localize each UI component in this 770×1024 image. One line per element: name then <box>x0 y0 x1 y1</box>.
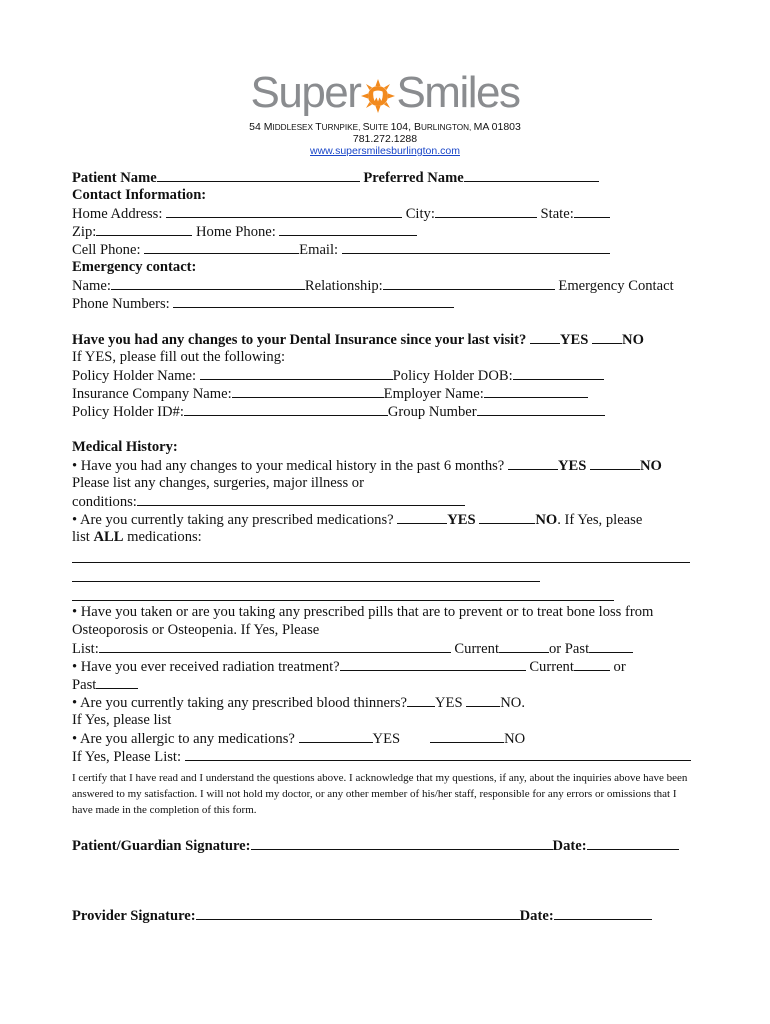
medical-history-heading: Medical History: <box>72 439 178 455</box>
medical-q1-yes-blank[interactable] <box>508 456 558 470</box>
medical-q1-list-a: Please list any changes, surgeries, major illness or <box>72 475 364 491</box>
practice-website-link[interactable]: www.supersmilesburlington.com <box>310 145 460 157</box>
cell-phone-field[interactable] <box>144 240 299 254</box>
policy-holder-id-field[interactable] <box>184 402 388 416</box>
practice-address: 54 MIDDLESEX TURNPIKE, SUITE 104, BURLINGTON, MA 01803 <box>249 121 521 133</box>
allergy-yes-blank[interactable] <box>299 729 373 743</box>
home-address-field[interactable] <box>166 204 402 218</box>
medical-q1-list-row: conditions: <box>72 492 702 510</box>
emergency-phone-field[interactable] <box>173 294 454 308</box>
city-field[interactable] <box>435 204 537 218</box>
emergency-name-row: Name: Relationship: Emergency Contact <box>72 278 674 294</box>
bone-loss-current-blank[interactable] <box>499 639 549 653</box>
policy-id-row: Policy Holder ID#: Group Number <box>72 402 702 420</box>
contact-info-heading: Contact Information: <box>72 187 207 203</box>
logo-text-right: Smiles <box>396 68 520 117</box>
blood-thinners-yes-blank[interactable] <box>407 693 435 707</box>
cell-email-row: Cell Phone: Email: <box>72 240 702 258</box>
practice-phone: 781.272.1288 <box>352 133 418 145</box>
radiation-field[interactable] <box>340 657 526 671</box>
conditions-field[interactable] <box>137 492 465 506</box>
medical-q2-yes-blank[interactable] <box>397 510 447 524</box>
insurance-question-row: Have you had any changes to your Dental Insurance since your last visit? YES NO <box>72 332 644 348</box>
patient-name-field[interactable] <box>157 168 360 182</box>
provider-signature-row: Provider Signature: Date: <box>72 906 652 925</box>
group-number-field[interactable] <box>477 402 605 416</box>
emergency-contact-heading: Emergency contact: <box>72 259 197 275</box>
medical-q1-no-blank[interactable] <box>590 456 640 470</box>
patient-name-row: Patient Name Preferred Name <box>72 168 702 186</box>
preferred-name-field[interactable] <box>464 168 599 182</box>
insurance-yes-blank[interactable] <box>530 330 560 344</box>
patient-signature-field[interactable] <box>251 836 553 850</box>
medical-q1-row: • Have you had any changes to your medical history in the past 6 months? YES NO <box>72 458 662 474</box>
emergency-name-field[interactable] <box>111 276 305 290</box>
allergy-no-blank[interactable] <box>430 729 504 743</box>
medical-q4-past-row: Past <box>72 675 702 693</box>
medical-q6-list-row: If Yes, Please List: <box>72 747 702 765</box>
form-body <box>72 168 702 765</box>
zip-field[interactable] <box>96 222 192 236</box>
emergency-phone-row: Phone Numbers: <box>72 294 702 312</box>
insurance-company-row: Insurance Company Name: Employer Name: <box>72 384 702 402</box>
certification-statement: I certify that I have read and I understand the questions above. I acknowledge that my questions, if any, about the inquiries above have been answered to my satisfaction. I will not hold my doctor, or any other member of his/her staff, responsible for any errors or omissions that I have made in the completion of this form. <box>72 772 688 816</box>
blood-thinners-no-blank[interactable] <box>466 693 500 707</box>
bone-loss-past-blank[interactable] <box>589 639 633 653</box>
medical-q3-row-b: Osteoporosis or Osteopenia. If Yes, Please <box>72 622 320 638</box>
emergency-relationship-field[interactable] <box>383 276 555 290</box>
state-field[interactable] <box>574 204 610 218</box>
provider-date-field[interactable] <box>554 906 652 920</box>
medical-q3-row-a: • Have you taken or are you taking any prescribed pills that are to prevent or to treat bone loss from <box>72 604 654 620</box>
insurance-no-blank[interactable] <box>592 330 622 344</box>
medications-line-2[interactable] <box>72 565 540 582</box>
allergy-list-field[interactable] <box>185 747 691 761</box>
medical-q2-list-row: list ALL medications: <box>72 529 202 545</box>
email-field[interactable] <box>342 240 610 254</box>
radiation-current-blank[interactable] <box>574 657 610 671</box>
logo-text-left: Super <box>250 68 361 117</box>
bone-loss-list-field[interactable] <box>99 639 451 653</box>
employer-name-field[interactable] <box>484 384 588 398</box>
medical-q4-row: • Have you ever received radiation treatment? Current or <box>72 659 626 675</box>
medical-q2-no-blank[interactable] <box>479 510 535 524</box>
medical-q5-list-row: If Yes, please list <box>72 712 172 728</box>
medications-line-1[interactable] <box>72 546 690 563</box>
medical-q5-row: • Are you currently taking any prescribed blood thinners? YES NO. <box>72 695 525 711</box>
patient-date-field[interactable] <box>587 836 679 850</box>
zip-row: Zip: Home Phone: <box>72 222 702 240</box>
home-address-row: Home Address: City: State: <box>72 204 702 222</box>
home-phone-field[interactable] <box>279 222 417 236</box>
medications-line-3[interactable] <box>72 584 614 601</box>
medical-q3-list-row: List: Current or Past <box>72 639 702 657</box>
policy-holder-row: Policy Holder Name: Policy Holder DOB: <box>72 366 702 384</box>
provider-signature-field[interactable] <box>196 906 520 920</box>
tooth-sun-icon <box>361 79 395 113</box>
patient-signature-row: Patient/Guardian Signature: Date: <box>72 836 679 855</box>
radiation-past-blank[interactable] <box>96 675 138 689</box>
medical-q6-row: • Are you allergic to any medications? YES NO <box>72 731 526 747</box>
insurance-instruction: If YES, please fill out the following: <box>72 349 286 365</box>
policy-holder-name-field[interactable] <box>200 366 393 380</box>
medical-q2-row: • Are you currently taking any prescribed medications? YES NO. If Yes, please <box>72 512 643 528</box>
policy-holder-dob-field[interactable] <box>513 366 604 380</box>
supersmiles-logo <box>0 68 770 118</box>
insurance-company-field[interactable] <box>232 384 384 398</box>
